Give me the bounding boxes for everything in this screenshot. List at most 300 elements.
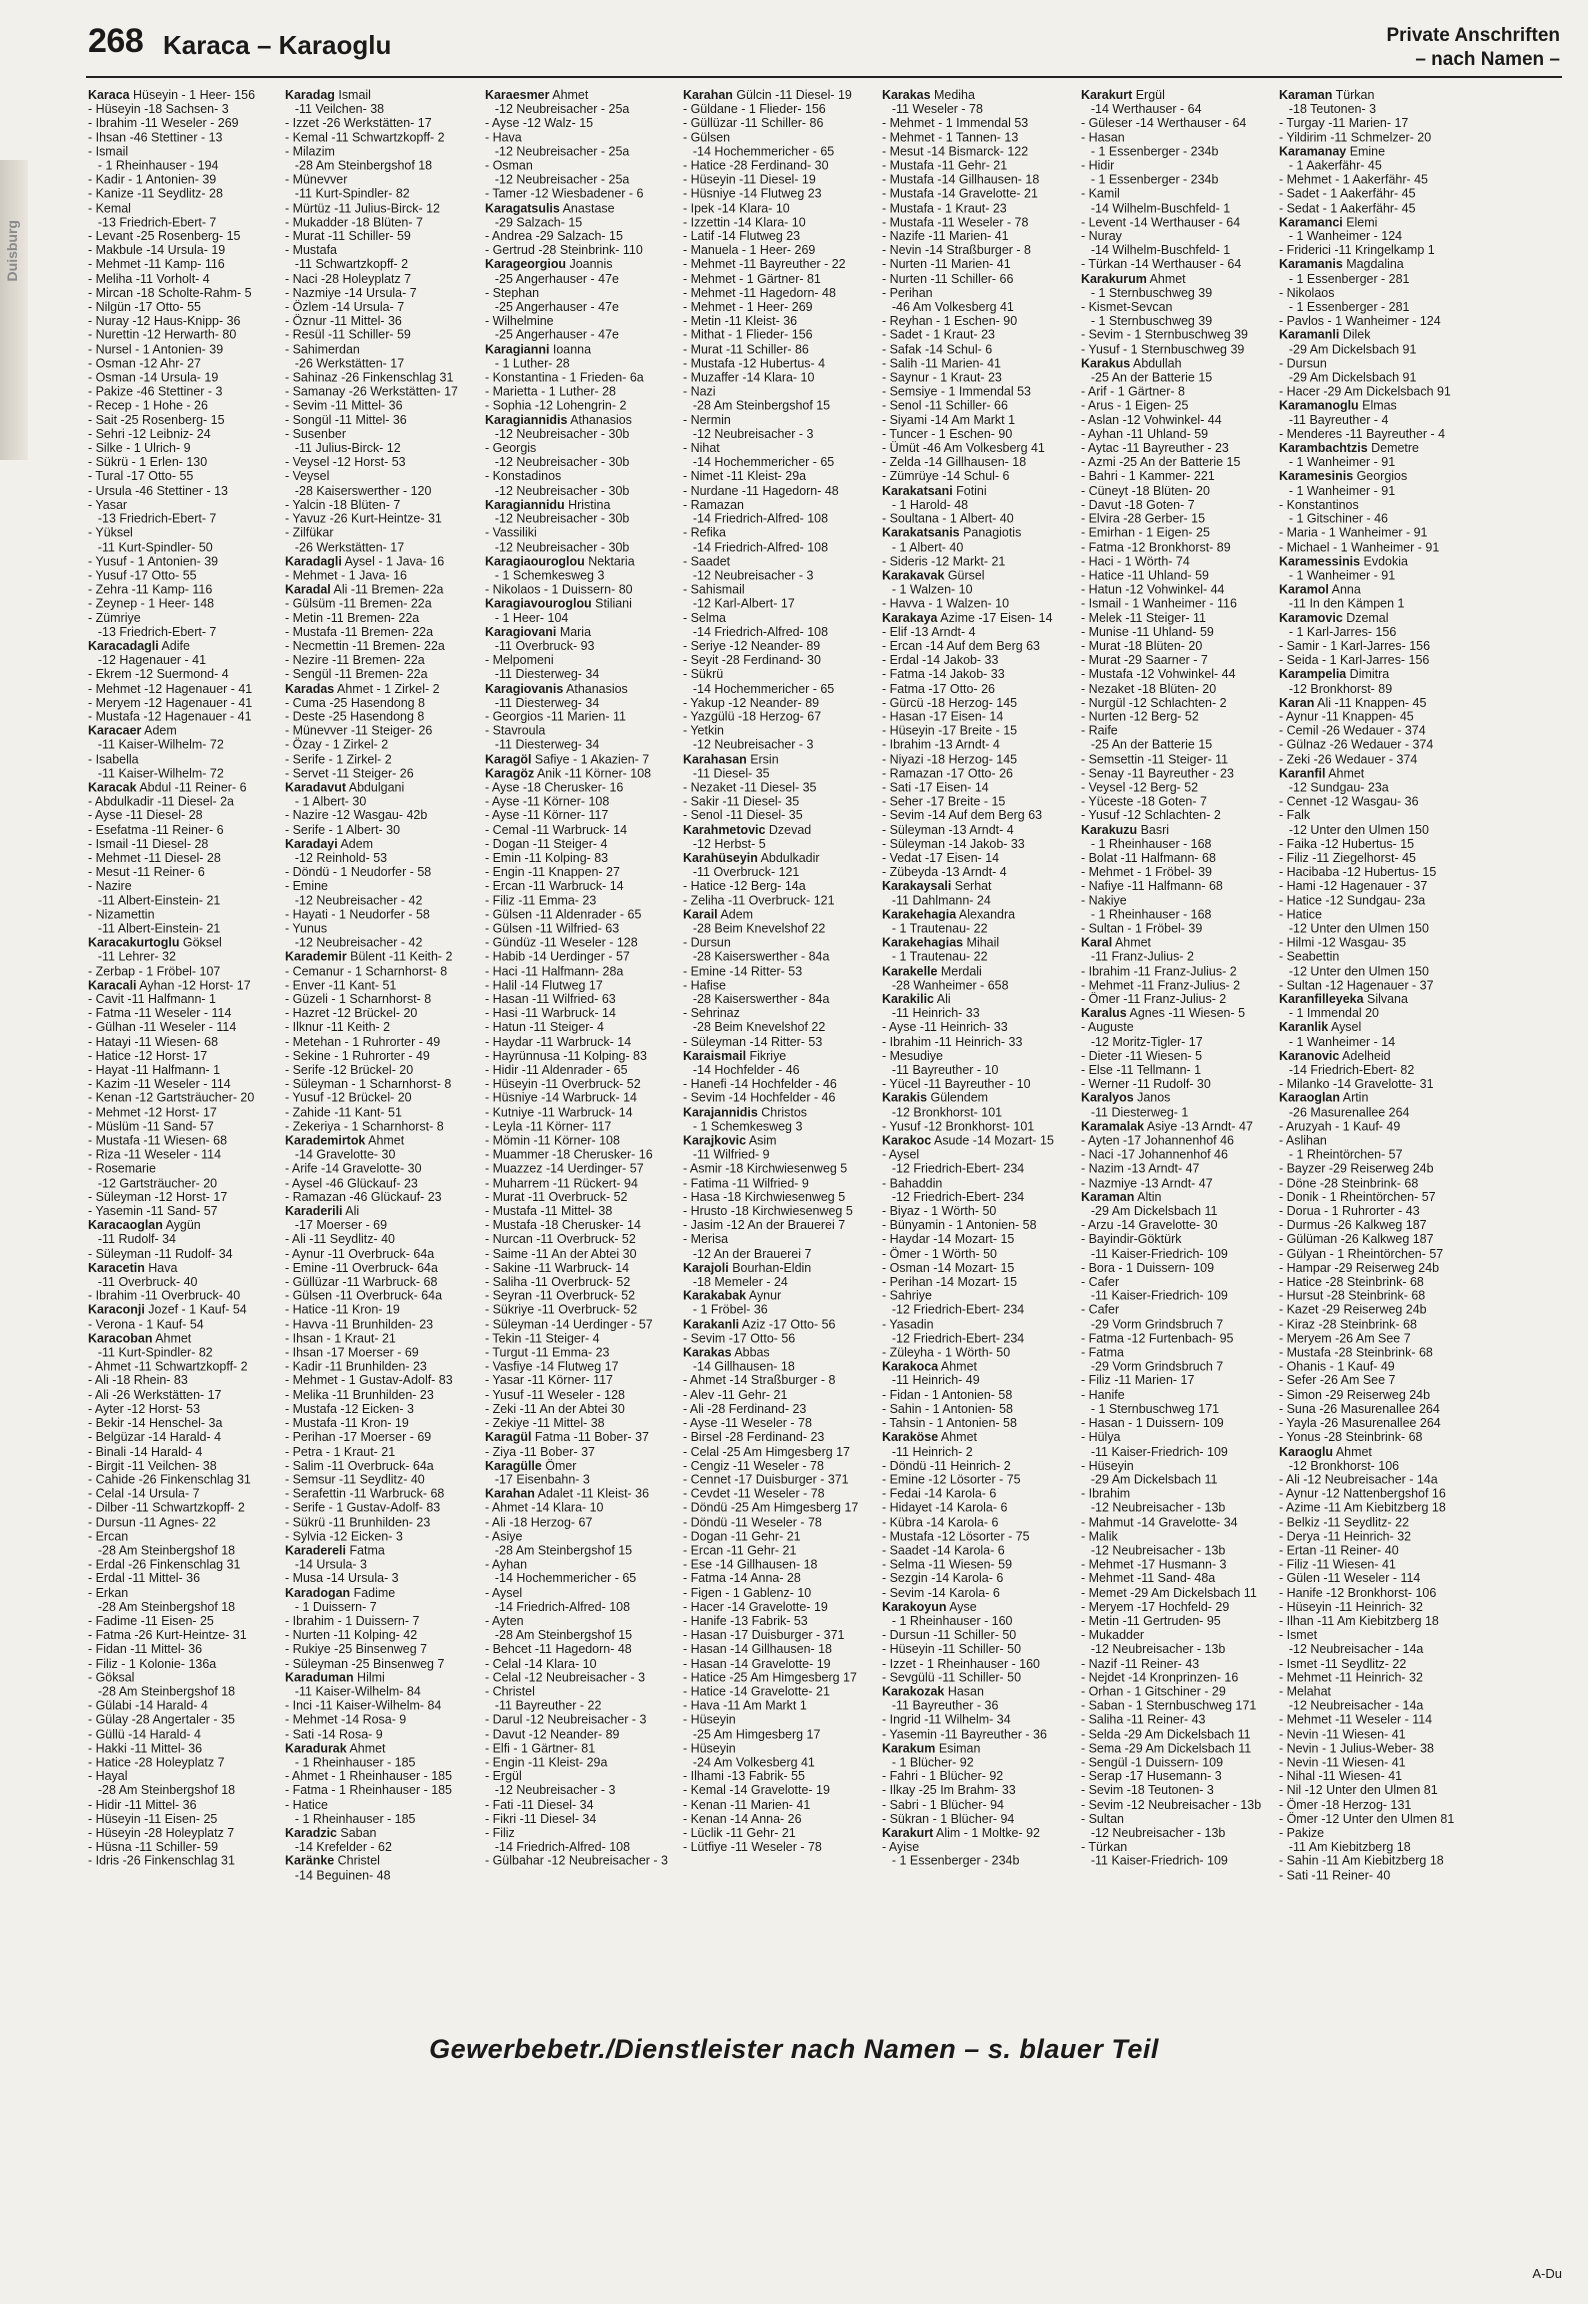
listing-entry: - Sükrü - 1 Erlen- 130 <box>88 455 208 470</box>
listing-entry: - Aynur -11 Overbruck- 64a <box>285 1246 435 1261</box>
entry-detail: Fatma <box>349 1543 385 1558</box>
listing-entry: - Necmettin -11 Bremen- 22a <box>285 639 445 653</box>
listing-entry: - Hidayet -14 Karola- 6 <box>882 1500 1008 1515</box>
address-line: - 1 Luther- 28 <box>494 356 570 371</box>
surname-entry <box>882 1685 1078 1699</box>
listing-entry: - Pakize -46 Stettiner - 3 <box>88 384 223 399</box>
entry-detail: Dzemal <box>1346 610 1389 625</box>
listing-entry: - Hatun -12 Vohwinkel- 44 <box>1081 582 1225 597</box>
listing-entry: - Hatice <box>1279 907 1322 922</box>
surname-entry <box>485 1430 681 1444</box>
listing-entry: - Ahmet -11 Schwartzkopff- 2 <box>88 1359 248 1374</box>
listing-entry: - Yunus <box>285 921 328 936</box>
listing-entry: - Dursun -11 Agnes- 22 <box>88 1515 216 1530</box>
listing-entry: - Zeki -26 Wedauer - 374 <box>1279 752 1418 767</box>
listing-entry: - Latif -14 Flutweg 23 <box>683 229 801 244</box>
listing-entry: - Ibrahim -11 Overbruck- 40 <box>88 1289 241 1303</box>
address-line: -11 Albert-Einstein- 21 <box>97 921 221 936</box>
listing-entry: - Murat -11 Overbruck- 52 <box>485 1190 628 1205</box>
footer-notice: Gewerbebetr./Dienstleister nach Namen – s. blauer Teil <box>429 2034 1159 2064</box>
listing-entry: - Andrea -29 Salzach- 15 <box>485 229 623 244</box>
listing-entry: - Pavlos - 1 Wanheimer - 124 <box>1279 314 1441 328</box>
listing-entry: - Hakki -11 Mittel- 36 <box>88 1741 203 1756</box>
surname-entry <box>285 554 481 568</box>
entry-detail: Ahmet <box>349 1741 386 1756</box>
listing-entry: - Veysel <box>285 469 330 484</box>
listing-entry: - Mesut -11 Reiner- 6 <box>88 865 205 880</box>
listing-entry: - Yazgülü -18 Herzog- 67 <box>683 709 822 724</box>
surname-entry <box>683 1049 879 1063</box>
listing-entry: - Melahat <box>1279 1684 1331 1699</box>
listing-entry: - Senol -11 Schiller- 66 <box>882 398 1008 413</box>
entry-detail: Esiman <box>938 1741 981 1756</box>
listing-entry: - Mustafa -11 Weseler - 78 <box>882 215 1029 230</box>
listing-entry: - Muzaffer -14 Klara- 10 <box>683 370 815 385</box>
surname: Karakatsanis <box>882 526 960 540</box>
entry-detail: Alim - 1 Moltke- 92 <box>936 1825 1040 1840</box>
listing-entry: - Ohanis - 1 Kauf- 49 <box>1279 1359 1395 1374</box>
listing-entry: - Durmus -26 Kalkweg 187 <box>1279 1218 1427 1233</box>
entry-detail: Fikriye <box>749 1048 787 1063</box>
surname-entry <box>485 554 681 568</box>
listing-entry: - Reyhan - 1 Eschen- 90 <box>882 314 1018 328</box>
surname-entry <box>882 568 1078 582</box>
surname-entry <box>88 1261 284 1275</box>
listing-entry: - Hampar -29 Reiserweg 24b <box>1279 1260 1440 1275</box>
surname-entry <box>485 1459 681 1473</box>
listing-entry: - Zekiye -11 Mittel- 38 <box>485 1416 605 1431</box>
listing-entry: - Ibrahim -13 Arndt- 4 <box>882 737 1000 752</box>
address-line: -29 Am Dickelsbach 91 <box>1288 342 1417 357</box>
address-line: -12 Friedrich-Ebert- 234 <box>891 1161 1025 1176</box>
listing-entry: - Bora - 1 Duissern- 109 <box>1081 1260 1215 1275</box>
listing-entry: - Bünyamin - 1 Antonien- 58 <box>882 1218 1037 1233</box>
entry-detail: Ali -11 Bremen- 22a <box>333 582 444 597</box>
surname-entry <box>882 936 1078 950</box>
listing-entry: - Hava -11 Am Markt 1 <box>683 1698 807 1713</box>
surname-entry <box>88 1218 284 1232</box>
entry-detail: Elemi <box>1346 215 1378 230</box>
listing-entry: - Selma <box>683 610 726 625</box>
address-line: -11 Kaiser-Wilhelm- 72 <box>97 766 224 781</box>
listing-entry: - Levant -25 Rosenberg- 15 <box>88 229 241 244</box>
listing-entry: - Kübra -14 Karola- 6 <box>882 1515 999 1530</box>
listing-entry: - Safak -14 Schul- 6 <box>882 342 993 357</box>
listing-entry: - Sahimerdan <box>285 342 360 357</box>
listing-entry: - Yasemin -11 Bayreuther - 36 <box>882 1727 1047 1741</box>
entry-detail: Christel <box>337 1854 380 1869</box>
listing-entry: - Fatma -12 Furtenbach- 95 <box>1081 1331 1234 1346</box>
surname: Karagiovanis <box>485 681 564 696</box>
listing-entry: - Hrusto -18 Kirchwiesenweg 5 <box>683 1204 853 1219</box>
surname: Karakavak <box>882 568 945 583</box>
section-title <box>1386 24 1560 72</box>
address-line: -12 Neubreisacher - 30b <box>494 427 630 442</box>
listing-entry: - Muharrem -11 Rückert- 94 <box>485 1175 638 1190</box>
surname-entry <box>683 908 879 922</box>
listing-entry: - Sahriye <box>882 1289 932 1303</box>
listing-entry: - Saynur - 1 Kraut- 23 <box>882 370 1002 385</box>
surname: Karacali <box>88 978 137 993</box>
listing-entry: - Serife - 1 Zirkel- 2 <box>285 752 392 767</box>
entry-detail: Abdullah <box>1133 356 1182 371</box>
listing-entry: - Mehmet -12 Hagenauer - 41 <box>88 681 253 696</box>
listing-entry: - Aruzyah - 1 Kauf- 49 <box>1279 1119 1401 1134</box>
listing-entry: - Hatayi -11 Wiesen- 68 <box>88 1034 219 1049</box>
address-line: -24 Am Volkesberg 41 <box>692 1755 815 1770</box>
listing-entry: - Nevin - 1 Julius-Weber- 38 <box>1279 1741 1434 1756</box>
surname-entry <box>88 724 284 738</box>
listing-entry: - Ayten <box>485 1613 524 1628</box>
listing-entry: - Kenan -11 Marien- 41 <box>683 1797 811 1812</box>
listing-entry: - Hatice -12 Berg- 14a <box>683 879 806 894</box>
listing-entry: - Hasa -18 Kirchwiesenweg 5 <box>683 1190 846 1205</box>
address-line: -11 Overbruck- 121 <box>692 865 800 880</box>
listing-entry: - Aysel <box>882 1147 920 1162</box>
surname-entry <box>1279 469 1475 483</box>
surname: Karakozak <box>882 1684 945 1699</box>
listing-entry: - Hüseyin -11 Diesel- 19 <box>683 172 816 187</box>
address-line: -12 Neubreisacher - 13b <box>1090 1500 1226 1515</box>
listing-entry: - Nazif -11 Reiner- 43 <box>1081 1656 1200 1671</box>
listing-entry: - Idris -26 Finkenschlag 31 <box>88 1854 235 1869</box>
entry-detail: Ahmet <box>368 1133 405 1148</box>
listing-entry: - Hasan -11 Wilfried- 63 <box>485 992 616 1007</box>
entry-detail: Panagiotis <box>963 526 1022 540</box>
surname: Karamessinis <box>1279 554 1361 569</box>
listing-entry: - Hüseyin -11 Schiller- 50 <box>882 1642 1022 1657</box>
address-line: - 1 Sternbuschweg 171 <box>1090 1402 1220 1416</box>
entry-detail: Azime -17 Eisen- 14 <box>940 610 1053 625</box>
address-line: -11 Kaiser-Friedrich- 109 <box>1090 1289 1228 1303</box>
address-line: - 1 Heer- 104 <box>494 610 569 625</box>
listing-entry: - Cafer <box>1081 1274 1120 1289</box>
listing-entry: - Aynur -11 Knappen- 45 <box>1279 709 1414 724</box>
listing-entry: - Melika -11 Brunhilden- 23 <box>285 1387 434 1402</box>
surname-entry <box>882 88 1078 102</box>
address-line: -14 Friedrich-Alfred- 108 <box>692 624 829 639</box>
surname: Karacetin <box>88 1260 145 1275</box>
listing-entry: - Serife - 1 Gustav-Adolf- 83 <box>285 1500 441 1515</box>
listing-entry: - Salim -11 Overbruck- 64a <box>285 1458 434 1473</box>
address-line: - 1 Immendal 20 <box>1288 1006 1379 1021</box>
entry-detail: Merdali <box>940 964 982 978</box>
listing-entry: - Sakine -11 Warbruck- 14 <box>485 1260 630 1275</box>
address-line: -11 Weseler - 78 <box>891 102 983 117</box>
surname-entry <box>882 1741 1078 1755</box>
surname-entry <box>285 1204 481 1218</box>
surname: Karaconji <box>88 1303 145 1318</box>
listing-entry: - Samanay -26 Werkstätten- 17 <box>285 384 459 399</box>
listing-entry: - Nursel - 1 Antonien- 39 <box>88 342 224 357</box>
listing-entry: - Hüseyin -11 Overbruck- 52 <box>485 1077 641 1091</box>
address-line: -26 Werkstätten- 17 <box>294 356 405 371</box>
listing-entry: - Erkan <box>88 1585 129 1600</box>
entry-detail: Anna <box>1331 582 1361 597</box>
listing-entry: - Zerbap - 1 Fröbel- 107 <box>88 964 221 978</box>
listing-entry: - Hanefi -14 Hochfelder - 46 <box>683 1077 837 1091</box>
listing-entry: - Hüseyin <box>683 1712 736 1727</box>
listing-entry: - Sezgin -14 Karola- 6 <box>882 1571 1004 1586</box>
listing-entry: - Konstantina - 1 Frieden- 6a <box>485 370 644 385</box>
surname-entry <box>88 88 284 102</box>
listing-entry: - Osman -12 Ahr- 27 <box>88 356 201 371</box>
listing-entry: - Dursun <box>1279 356 1327 371</box>
listing-entry: - Yusuf -12 Bronkhorst- 101 <box>882 1119 1035 1134</box>
address-line: -12 Neubreisacher - 3 <box>692 427 814 442</box>
surname: Karalus <box>1081 1006 1127 1021</box>
listing-entry: - Nazife -11 Marien- 41 <box>882 229 1009 244</box>
surname: Karalyos <box>1081 1091 1134 1106</box>
listing-entry: - Ali -12 Neubreisacher - 14a <box>1279 1472 1438 1487</box>
listing-entry: - Mehmet -11 Hagedorn- 48 <box>683 285 836 300</box>
entry-detail: Ahmet <box>940 1359 977 1374</box>
entry-detail: Saban <box>340 1825 377 1840</box>
listing-entry: - Hasan -17 Duisburger - 371 <box>683 1628 845 1643</box>
address-line: -12 Neubreisacher - 3 <box>692 737 814 752</box>
listing-entry: - Lüclik -11 Gehr- 21 <box>683 1825 796 1840</box>
listing-entry: - Hasan -14 Gravelotte- 19 <box>683 1656 831 1671</box>
listing-entry: - Sati -14 Rosa- 9 <box>285 1727 383 1741</box>
listing-entry: - Ömer -12 Unter den Ulmen 81 <box>1279 1811 1455 1826</box>
listing-entry: - Kiraz -28 Steinbrink- 68 <box>1279 1317 1417 1332</box>
listing-entry: - Dursun <box>683 935 731 950</box>
surname: Karakabak <box>683 1289 747 1303</box>
listing-entry: - Bayindir-Göktürk <box>1081 1232 1182 1247</box>
listing-entry: - Sahin - 1 Antonien- 58 <box>882 1402 1013 1416</box>
listing-entry: - Niyazi -18 Herzog- 145 <box>882 752 1018 767</box>
listing-entry: - Dieter -11 Wiesen- 5 <box>1081 1048 1203 1063</box>
surname: Karagiovani <box>485 624 557 639</box>
address-line: -11 Heinrich- 49 <box>891 1373 980 1388</box>
listing-entry: - Ese -14 Gillhausen- 18 <box>683 1557 818 1572</box>
surname: Karacadagli <box>88 639 159 653</box>
listing-entry: - Hami -12 Hagenauer - 37 <box>1279 879 1428 894</box>
listing-entry: - Süleyman -11 Rudolf- 34 <box>88 1246 233 1261</box>
address-line: - 1 Wanheimer - 91 <box>1288 455 1396 470</box>
listing-entry: - Werner -11 Rudolf- 30 <box>1081 1077 1211 1091</box>
address-line: -12 Neubreisacher - 30b <box>494 511 630 526</box>
surname: Karakurum <box>1081 271 1147 286</box>
listing-entry: - Fatma -12 Bronkhorst- 89 <box>1081 540 1231 555</box>
surname: Karademir <box>285 949 347 964</box>
listing-entry: - Aynur -12 Nattenbergshof 16 <box>1279 1486 1446 1501</box>
directory-column <box>882 88 1078 2008</box>
listing-entry: - Sevim -18 Teutonen- 3 <box>1081 1783 1214 1798</box>
listing-entry: - Seyit -28 Ferdinand- 30 <box>683 653 821 668</box>
listing-entry: - Ayhan <box>485 1557 528 1572</box>
address-line: -28 Kaiserswerther - 120 <box>294 483 432 498</box>
surname: Karakurt <box>1081 88 1133 102</box>
address-line: -11 Kurt-Spindler- 82 <box>294 186 410 201</box>
listing-entry: - Veysel -12 Horst- 53 <box>285 455 406 470</box>
address-line: -26 Werkstätten- 17 <box>294 540 405 555</box>
surname-entry <box>1279 399 1475 413</box>
listing-entry: - Nil -12 Unter den Ulmen 81 <box>1279 1783 1438 1798</box>
entry-detail: Artin <box>1342 1091 1369 1106</box>
listing-entry: - Göksal <box>88 1670 135 1685</box>
listing-entry: - Cengiz -11 Weseler - 78 <box>683 1458 824 1473</box>
listing-entry: - Haydar -11 Warbruck- 14 <box>485 1034 632 1049</box>
surname-entry <box>882 1600 1078 1614</box>
listing-entry: - Metin -11 Bremen- 22a <box>285 610 420 625</box>
listing-entry: - Ahmet -14 Straßburger - 8 <box>683 1373 836 1388</box>
listing-entry: - Güzeli - 1 Scharnhorst- 8 <box>285 992 432 1007</box>
address-line: - 1 Wanheimer - 91 <box>1288 568 1396 583</box>
surname-entry <box>1279 696 1475 710</box>
listing-entry: - Sekine - 1 Ruhrorter - 49 <box>285 1048 430 1063</box>
address-line: -11 Dahlmann- 24 <box>891 893 991 908</box>
listing-entry: - Mukadder -18 Blüten- 7 <box>285 215 423 230</box>
listing-entry: - Gülsen -11 Overbruck- 64a <box>285 1289 443 1303</box>
listing-entry: - Osman <box>485 158 533 173</box>
listing-entry: - Zeynep - 1 Heer- 148 <box>88 596 215 611</box>
listing-entry: - Ali -18 Rhein- 83 <box>88 1373 188 1388</box>
listing-entry: - Sükrü -11 Brunhilden- 23 <box>285 1515 431 1530</box>
address-line: - 1 Rheinhauser - 160 <box>891 1613 1013 1628</box>
listing-entry: - Menderes -11 Bayreuther - 4 <box>1279 427 1446 442</box>
surname-entry <box>683 752 879 766</box>
listing-entry: - Sahismail <box>683 582 745 597</box>
surname-entry <box>1279 1049 1475 1063</box>
listing-entry: - Friderici -11 Kringelkamp 1 <box>1279 243 1435 258</box>
listing-entry: - Yasar <box>88 497 128 512</box>
listing-entry: - Ayse -11 Weseler - 78 <box>683 1416 812 1431</box>
listing-entry: - Süleyman -25 Binsenweg 7 <box>285 1656 445 1671</box>
address-line: - 1 Karl-Jarres- 156 <box>1288 624 1397 639</box>
listing-entry: - Hüseyin -11 Eisen- 25 <box>88 1811 218 1826</box>
listing-entry: - Hayal <box>88 1769 128 1784</box>
listing-entry: - Mehmet -11 Weseler - 114 <box>1279 1712 1433 1727</box>
listing-entry: - Hava <box>485 130 522 145</box>
entry-detail: Fatma -11 Bober- 37 <box>534 1430 649 1445</box>
listing-entry: - Yonus -28 Steinbrink- 68 <box>1279 1430 1423 1445</box>
listing-entry: - Nejdet -14 Kronprinzen- 16 <box>1081 1670 1239 1685</box>
address-line: -28 Am Steinbergshof 18 <box>294 158 433 173</box>
listing-entry: - Yusuf -12 Schlachten- 2 <box>1081 808 1221 823</box>
surname-entry <box>485 342 681 356</box>
listing-entry: - Cemal -11 Warbruck- 14 <box>485 822 628 837</box>
address-line: - 1 Fröbel- 36 <box>692 1303 768 1318</box>
listing-entry: - Nikolaos - 1 Duissern- 80 <box>485 582 633 597</box>
listing-entry: - Bahaddin <box>882 1175 943 1190</box>
listing-entry: - Ursula -46 Stettiner - 13 <box>88 483 228 498</box>
address-line: -12 Herbst- 5 <box>692 836 766 851</box>
address-line: - 1 Rheinhauser - 194 <box>97 158 219 173</box>
listing-entry: - Emine -14 Ritter- 53 <box>683 964 803 978</box>
listing-entry: - Döne -28 Steinbrink- 68 <box>1279 1175 1419 1190</box>
address-line: -12 Neubreisacher - 42 <box>294 893 423 908</box>
listing-entry: - Fidan -11 Mittel- 36 <box>88 1642 203 1657</box>
address-line: -14 Hochemmericher - 65 <box>692 144 835 159</box>
surname: Karadas <box>285 681 335 696</box>
surname: Karadayi <box>285 836 338 851</box>
listing-entry: - Pakize <box>1279 1825 1325 1840</box>
listing-entry: - Perihan <box>882 285 933 300</box>
listing-entry: - Birsel -28 Ferdinand- 23 <box>683 1430 825 1445</box>
entry-detail: Nektaria <box>588 554 635 569</box>
listing-entry: - Hüseyin -11 Heinrich- 32 <box>1279 1599 1423 1614</box>
listing-entry: - Mustafa -12 Vohwinkel- 44 <box>1081 667 1236 682</box>
listing-entry: - Mehmet -17 Husmann- 3 <box>1081 1557 1227 1572</box>
listing-entry: - Cavit -11 Halfmann- 1 <box>88 992 216 1007</box>
listing-entry: - Osman -14 Ursula- 19 <box>88 370 219 385</box>
surname: Karamalak <box>1081 1119 1145 1134</box>
listing-entry: - Sehri -12 Leibniz- 24 <box>88 427 211 442</box>
entry-detail: Emine <box>1349 144 1386 159</box>
listing-entry: - Mustafa <box>285 243 337 258</box>
surname: Karagülle <box>485 1458 542 1473</box>
surname-entry <box>882 1091 1078 1105</box>
entry-detail: Aysel <box>1330 1020 1362 1035</box>
address-line: -28 Kaiserswerther - 84a <box>692 949 830 964</box>
listing-entry: - Mustafa -14 Gravelotte- 21 <box>882 186 1038 201</box>
listing-entry: - Naci -17 Johannenhof 46 <box>1081 1147 1228 1162</box>
surname: Karambachtzis <box>1279 441 1368 456</box>
listing-entry: - Mustafa -11 Mittel- 38 <box>485 1204 613 1219</box>
listing-entry: - Mehmet -14 Rosa- 9 <box>285 1712 407 1727</box>
listing-entry: - Gülüman -26 Kalkweg 187 <box>1279 1232 1434 1247</box>
address-line: -29 Vorm Grindsbruch 7 <box>1090 1359 1224 1374</box>
listing-entry: - Sideris -12 Markt- 21 <box>882 554 1006 569</box>
surname-entry <box>1279 1021 1475 1035</box>
page-number: 268 <box>88 22 144 60</box>
surname: Karamanis <box>1279 257 1343 272</box>
listing-entry: - Fikri -11 Diesel- 34 <box>485 1811 597 1826</box>
address-line: - 1 Wanheimer - 124 <box>1288 229 1403 244</box>
listing-entry: - Halil -14 Flutweg 17 <box>485 978 603 993</box>
listing-entry: - Kadir -11 Brunhilden- 23 <box>285 1359 427 1374</box>
listing-entry: - Gülabi -14 Harald- 4 <box>88 1698 208 1713</box>
entry-detail: Christos <box>761 1105 808 1120</box>
address-line: -14 Gravelotte- 30 <box>294 1147 396 1162</box>
listing-entry: - Nurten -12 Berg- 52 <box>1081 709 1199 724</box>
listing-entry: - Mehmet - 1 Heer- 269 <box>683 299 813 314</box>
surname: Karaismail <box>683 1048 747 1063</box>
surname-entry <box>1279 667 1475 681</box>
listing-entry: - Sema -29 Am Dickelsbach 11 <box>1081 1741 1252 1756</box>
listing-entry: - Ihsan -46 Stettiner - 13 <box>88 130 223 145</box>
listing-entry: - Hacer -29 Am Dickelsbach 91 <box>1279 384 1451 399</box>
listing-entry: - Zümriye <box>88 610 141 625</box>
listing-entry: - Fatma -14 Jakob- 33 <box>882 667 1005 682</box>
listing-entry: - Nurten -11 Kolping- 42 <box>285 1628 418 1643</box>
listing-entry: - Hanife -13 Fabrik- 53 <box>683 1613 808 1628</box>
listing-entry: - Kanize -11 Seydlitz- 28 <box>88 186 223 201</box>
listing-entry: - Gülbahar -12 Neubreisacher - 3 <box>485 1854 668 1869</box>
listing-entry: - Zeki -11 An der Abtei 30 <box>485 1402 625 1416</box>
listing-entry: - Ömer -11 Franz-Julius- 2 <box>1081 992 1227 1007</box>
listing-entry: - Zilfükar <box>285 526 334 540</box>
entry-detail: Ersin <box>750 752 779 767</box>
listing-entry: - Nevin -11 Wiesen- 41 <box>1279 1755 1406 1770</box>
listing-entry: - Hülya <box>1081 1430 1121 1445</box>
surname: Karakoc <box>882 1133 932 1148</box>
listing-entry: - Cafer <box>1081 1303 1120 1318</box>
listing-entry: - Yusuf - 1 Sternbuschweg 39 <box>1081 342 1245 357</box>
listing-entry: - Serife - 1 Albert- 30 <box>285 822 401 837</box>
entry-detail: Fadime <box>353 1585 396 1600</box>
surname: Karadzic <box>285 1825 337 1840</box>
surname-entry <box>882 1826 1078 1840</box>
surname: Karagiavouroglou <box>485 596 592 611</box>
listing-entry: - Mehmet - 1 Gärtner- 81 <box>683 271 821 286</box>
address-line: -14 Hochfelder - 46 <box>692 1062 800 1077</box>
address-line: -14 Friedrich-Alfred- 108 <box>692 511 829 526</box>
listing-entry: - Serife -12 Brückel- 20 <box>285 1062 414 1077</box>
address-line: - 1 Schemkesweg 3 <box>692 1119 803 1134</box>
listing-entry: - Nurdane -11 Hagedorn- 48 <box>683 483 839 498</box>
